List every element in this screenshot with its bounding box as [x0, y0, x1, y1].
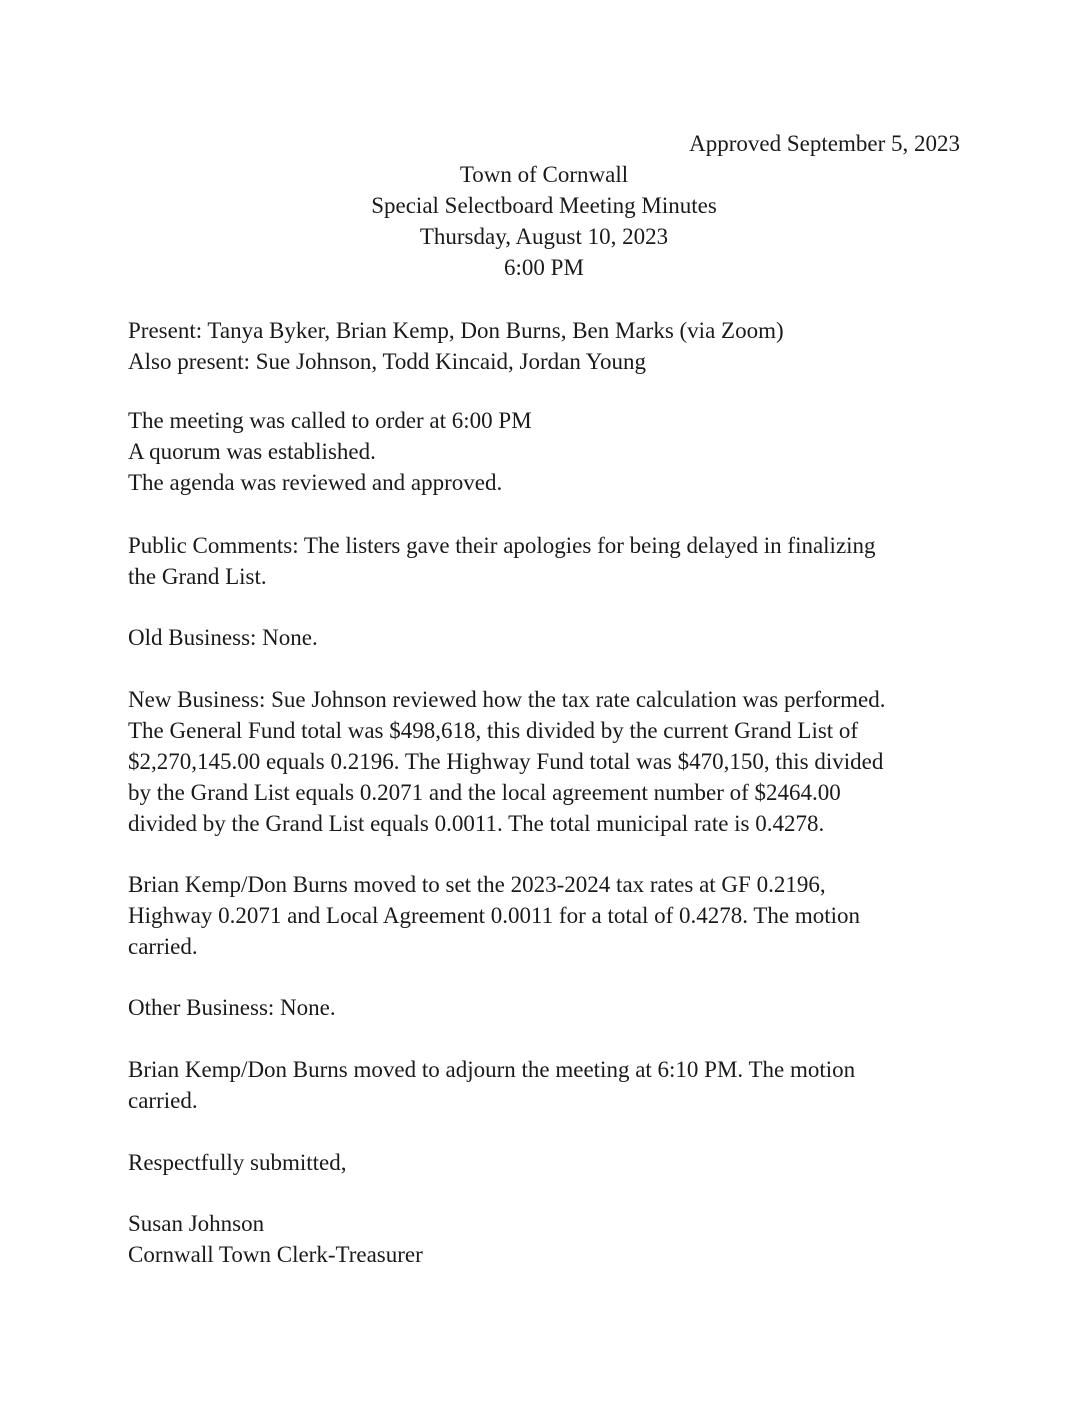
opening-section: [128, 405, 968, 498]
agenda-line: The agenda was reviewed and approved.: [128, 470, 503, 495]
paragraph-line: Brian Kemp/Don Burns moved to set the 2023-2024 tax rates at GF 0.2196,: [128, 872, 826, 897]
other-business-section: [128, 992, 968, 1023]
signatory-name: Susan Johnson: [128, 1211, 265, 1236]
old-business-line: Old Business: None.: [128, 625, 318, 650]
also-present-line: Also present: Sue Johnson, Todd Kincaid, Jordan Young: [128, 349, 647, 374]
paragraph-line: by the Grand List equals 0.2071 and the local agreement number of $2464.00: [128, 780, 841, 805]
paragraph-line: the Grand List.: [128, 564, 267, 589]
new-business-section: [128, 684, 968, 839]
tax-rate-motion-section: [128, 869, 968, 962]
signatory-title: Cornwall Town Clerk-Treasurer: [128, 1242, 423, 1267]
paragraph-line: New Business: Sue Johnson reviewed how the tax rate calculation was performed.: [128, 687, 886, 712]
paragraph-line: $2,270,145.00 equals 0.2196. The Highway Fund total was $470,150, this divided: [128, 749, 884, 774]
paragraph-line: carried.: [128, 1088, 198, 1113]
paragraph-line: divided by the Grand List equals 0.0011. The total municipal rate is 0.4278.: [128, 811, 825, 836]
document-title: Special Selectboard Meeting Minutes: [371, 193, 717, 218]
adjourn-motion-section: [128, 1054, 968, 1116]
closing-line: Respectfully submitted,: [128, 1150, 347, 1175]
call-to-order-line: The meeting was called to order at 6:00 PM: [128, 408, 532, 433]
meeting-time: 6:00 PM: [504, 255, 584, 280]
old-business-section: [128, 622, 968, 653]
town-name: Town of Cornwall: [459, 162, 629, 187]
approval-note: Approved September 5, 2023: [689, 131, 960, 156]
public-comments-section: [128, 530, 968, 592]
meeting-date: Thursday, August 10, 2023: [419, 224, 669, 249]
paragraph-line: Highway 0.2071 and Local Agreement 0.0011 for a total of 0.4278. The motion: [128, 903, 861, 928]
paragraph-line: Public Comments: The listers gave their apologies for being delayed in finalizing: [128, 533, 876, 558]
closing-section: [128, 1147, 968, 1178]
other-business-line: Other Business: None.: [128, 995, 336, 1020]
paragraph-line: The General Fund total was $498,618, this divided by the current Grand List of: [128, 718, 859, 743]
attendance-section: [128, 315, 968, 377]
paragraph-line: carried.: [128, 934, 198, 959]
paragraph-line: Brian Kemp/Don Burns moved to adjourn the meeting at 6:10 PM. The motion: [128, 1057, 856, 1082]
present-line: Present: Tanya Byker, Brian Kemp, Don Burns, Ben Marks (via Zoom): [128, 318, 784, 343]
signature-block: [128, 1208, 968, 1270]
quorum-line: A quorum was established.: [128, 439, 376, 464]
